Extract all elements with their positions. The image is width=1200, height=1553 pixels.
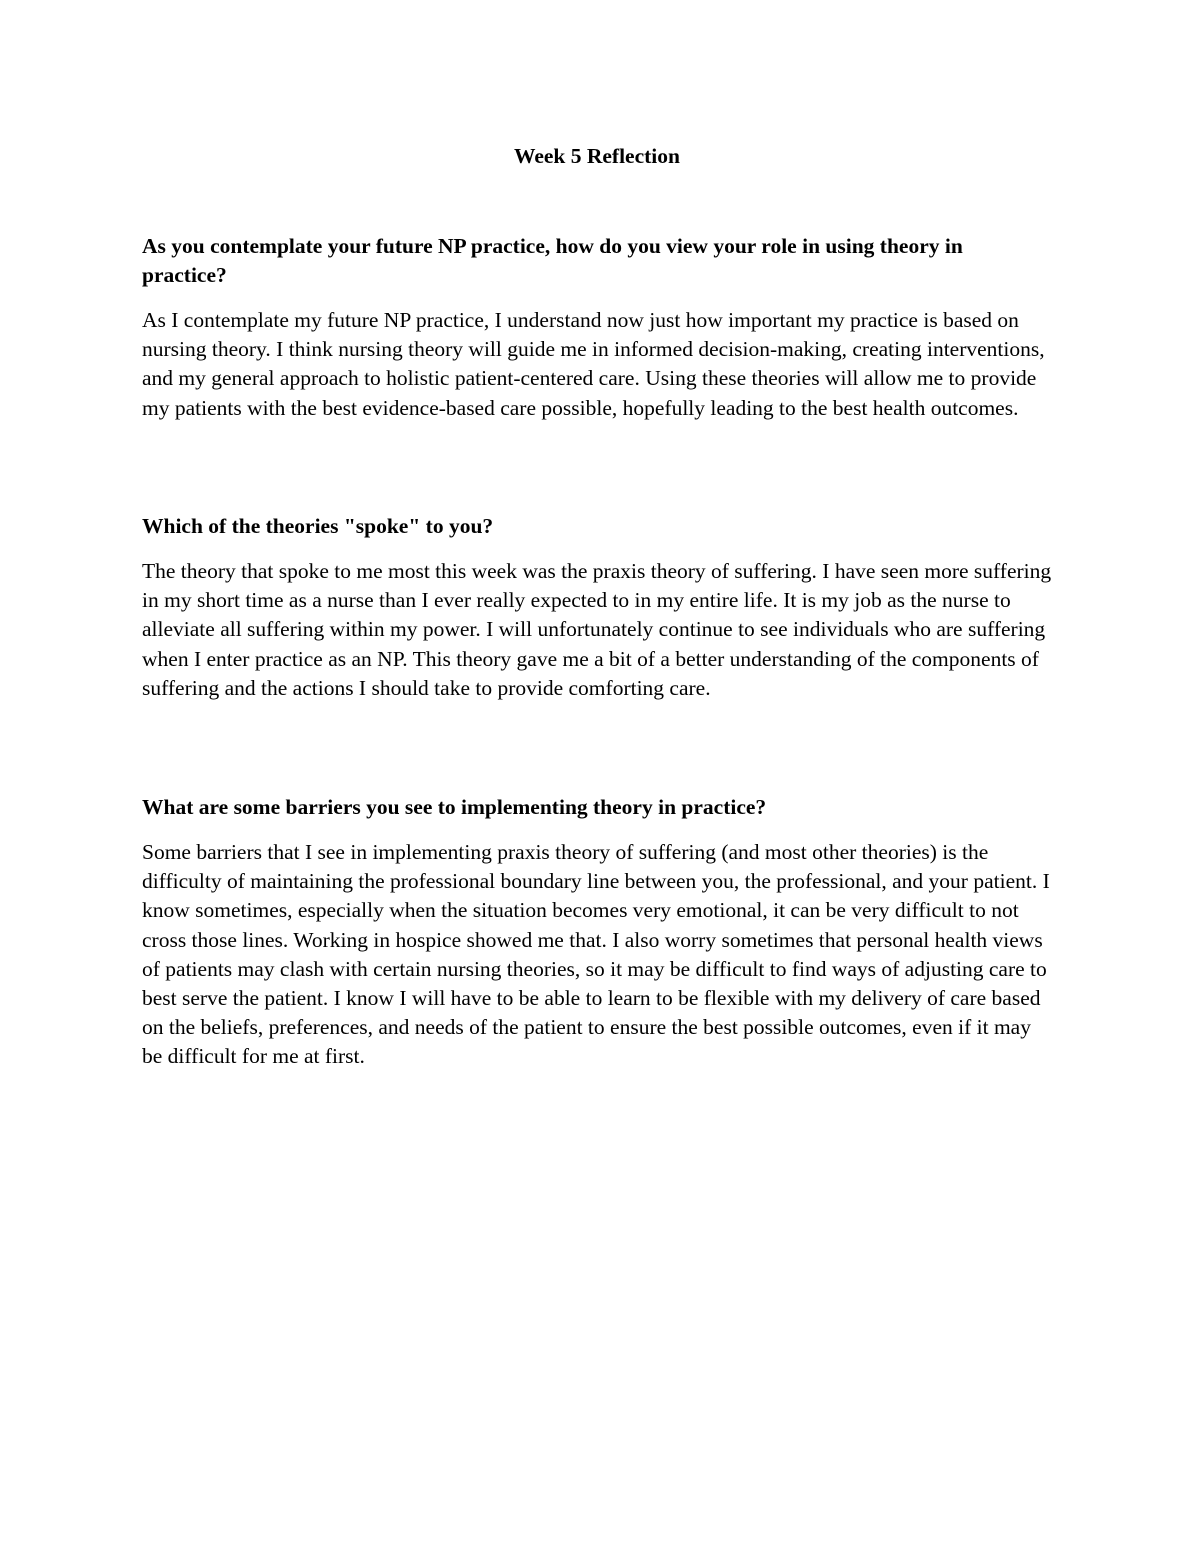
answer-2: The theory that spoke to me most this week was the praxis theory of suffering. I have seen more suffering in my short time as a nurse than I ever really expected to in my entire life. It is my job as the nurse to alleviate all suffering within my power. I will unfortunately continue to see individuals who are suffering when I enter practice as an NP. This theory gave me a bit of a better understanding of the components of suffering and the actions I should take to provide comforting care. xyxy=(142,559,1052,700)
answer-1: As I contemplate my future NP practice, I understand now just how important my practice is based on nursing theory. I think nursing theory will guide me in informed decision-making, creating interventions, and my general approach to holistic patient-centered care. Using these theories will allow me to provide my patients with the best evidence-based care possible, hopefully leading to the best health outcomes. xyxy=(142,308,1045,420)
answer-3: Some barriers that I see in implementing praxis theory of suffering (and most other theories) is the difficulty of maintaining the professional boundary line between you, the professional, and your patient. I know sometimes, especially when the situation becomes very emotional, it can be very difficult to not cross those lines. Working in hospice showed me that. I also worry sometimes that personal health views of patients may clash with certain nursing theories, so it may be difficult to find ways of adjusting care to best serve the patient. I know I will have to be able to learn to be flexible with my delivery of care based on the beliefs, preferences, and needs of the patient to ensure the best possible outcomes, even if it may be difficult for me at first. xyxy=(142,840,1050,1069)
question-1: As you contemplate your future NP practice, how do you view your role in using theory in practice? xyxy=(142,234,963,287)
document-title: Week 5 Reflection xyxy=(514,144,680,168)
question-2: Which of the theories "spoke" to you? xyxy=(142,514,494,538)
question-3: What are some barriers you see to implementing theory in practice? xyxy=(142,795,767,819)
